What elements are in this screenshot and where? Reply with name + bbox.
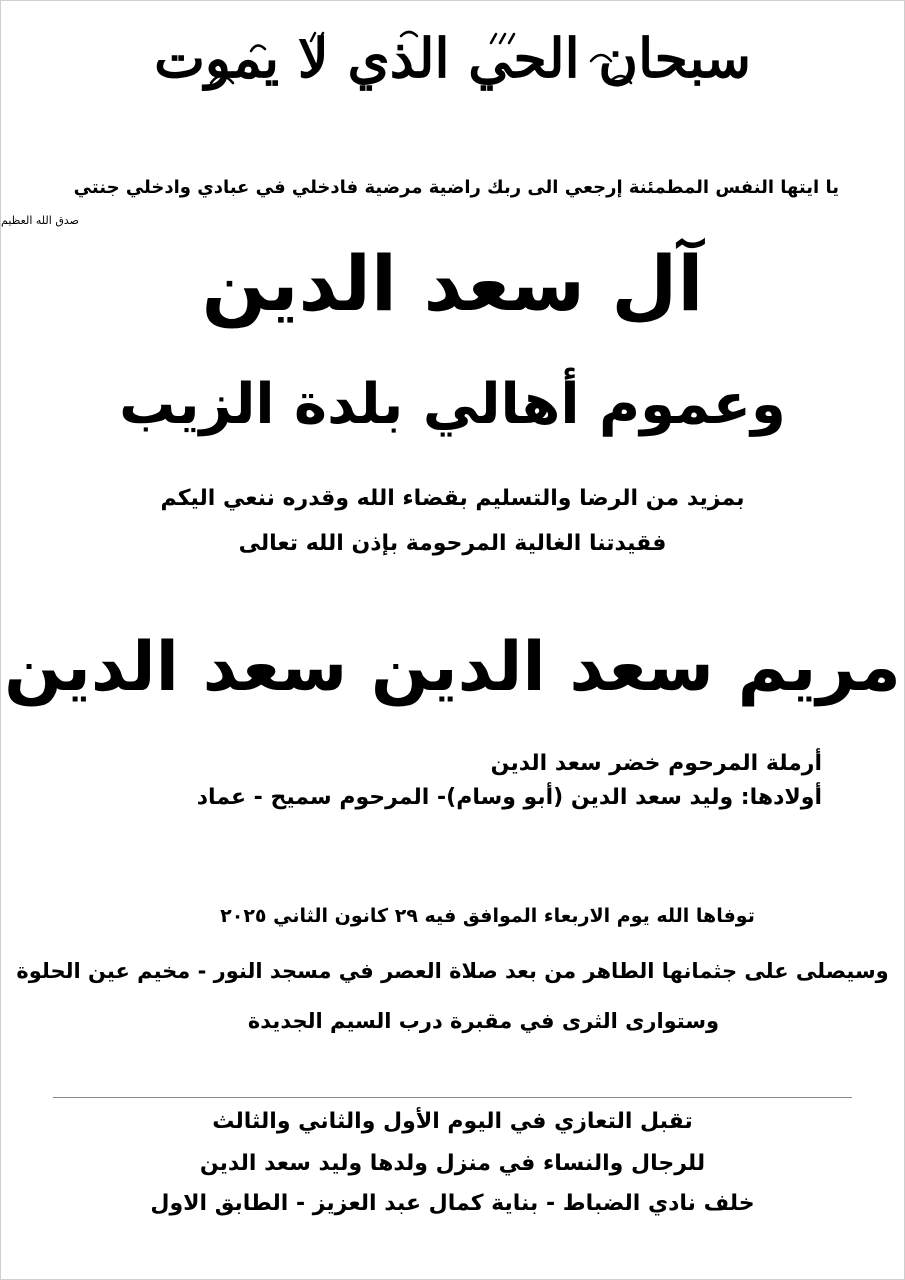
funeral-prayer-line: وسيصلى على جثمانها الطاهر من بعد صلاة العصر في مسجد النور - مخيم عين الحلوة	[16, 959, 889, 983]
widow-of-line: أرملة المرحوم خضر سعد الدين	[490, 751, 822, 776]
quran-verse: يا ايتها النفس المطمئنة إرجعي الى ربك راضية مرضية فادخلي في عبادي وادخلي جنتي	[73, 177, 839, 198]
burial-line: وستوارى الثرى في مقبرة درب السيم الجديدة	[247, 1009, 720, 1033]
condolence-days-line: تقبل التعازي في اليوم الأول والثاني والثالث	[212, 1109, 693, 1134]
verse-closing: صدق الله العظيم	[1, 214, 79, 227]
family-name: آل سعد الدين	[201, 239, 704, 328]
divider	[53, 1097, 852, 1098]
condolence-address-line: خلف نادي الضباط - بناية كمال عبد العزيز - الطابق الاول	[150, 1191, 755, 1216]
announcement-line-2: فقيدتنا الغالية المرحومة بإذن الله تعالى	[238, 531, 667, 556]
children-line: أولادها: وليد سعد الدين (أبو وسام)- المرحوم سميح - عماد	[196, 785, 822, 810]
deceased-name: مريم سعد الدين سعد الدين	[4, 628, 901, 707]
announcement-line-1: بمزيد من الرضا والتسليم بقضاء الله وقدره ننعي اليكم	[160, 486, 745, 511]
condolence-place-line: للرجال والنساء في منزل ولدها وليد سعد الدين	[199, 1151, 706, 1176]
villagers-line: وعموم أهالي بلدة الزيب	[119, 372, 786, 437]
death-date-line: توفاها الله يوم الاربعاء الموافق فيه ٢٩ كانون الثاني ٢٠٢٥	[220, 905, 755, 927]
calligraphy-ornament-icon	[191, 21, 651, 131]
calligraphy-header: سبحان الحي الذي لا يموت	[154, 26, 751, 90]
